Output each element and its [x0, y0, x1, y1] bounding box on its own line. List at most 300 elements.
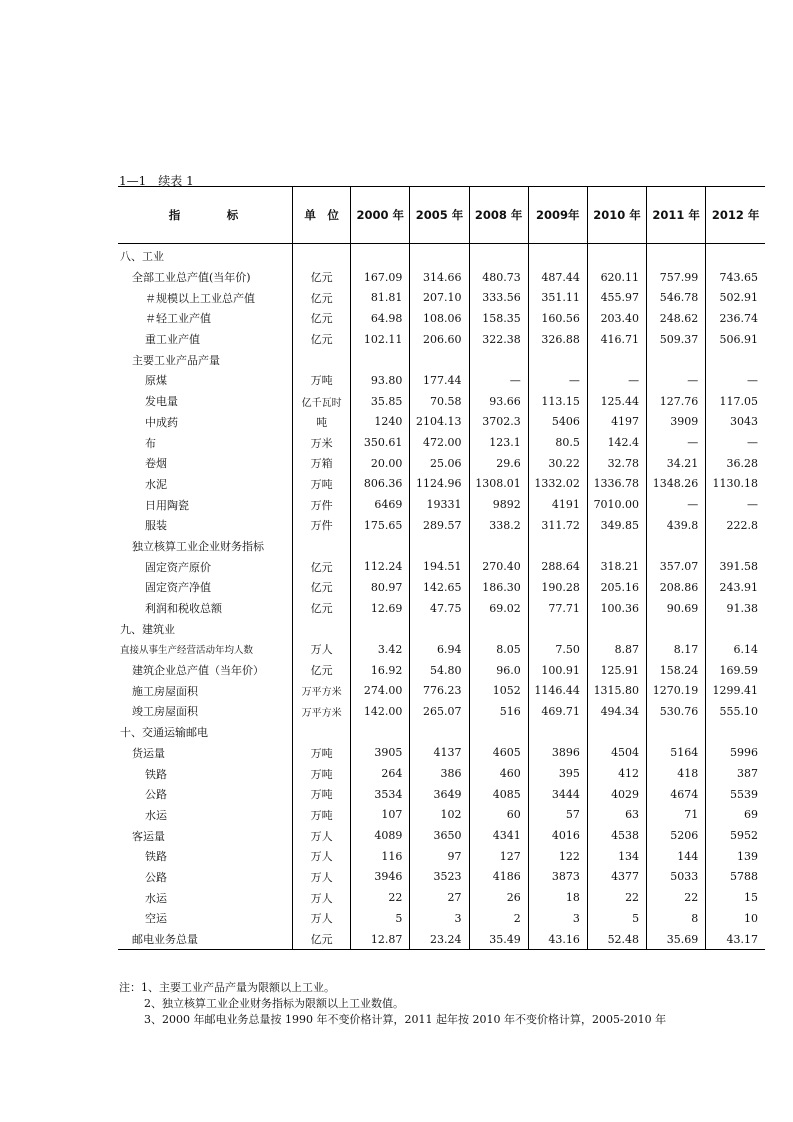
value-cell: 160.56: [528, 308, 587, 329]
table-row: [118, 267, 765, 288]
value-cell: 5952: [706, 825, 765, 846]
row-unit: 万平方米: [293, 680, 351, 701]
value-cell: 169.59: [706, 660, 765, 681]
value-cell: 69: [706, 805, 765, 826]
value-cell: 8.05: [469, 639, 528, 660]
value-cell: 6.14: [706, 639, 765, 660]
value-cell: [469, 618, 528, 639]
table-row: [118, 244, 765, 267]
row-unit: 亿元: [293, 308, 351, 329]
value-cell: 472.00: [410, 432, 469, 453]
row-unit: 亿元: [293, 329, 351, 350]
value-cell: 64.98: [351, 308, 410, 329]
value-cell: 4605: [469, 743, 528, 764]
row-unit: 万人: [293, 846, 351, 867]
value-cell: 175.65: [351, 515, 410, 536]
value-cell: 57: [528, 805, 587, 826]
value-cell: 1240: [351, 412, 410, 433]
table-row: [118, 618, 765, 639]
row-unit: 万吨: [293, 743, 351, 764]
value-cell: 25.06: [410, 453, 469, 474]
row-unit: 万人: [293, 639, 351, 660]
row-unit: 万人: [293, 867, 351, 888]
value-cell: 208.86: [647, 577, 706, 598]
row-indicator: 邮电业务总量: [118, 929, 293, 950]
footnote-2: 2、独立核算工业企业财务指标为限额以上工业数值。: [144, 997, 404, 1010]
row-indicator: 发电量: [145, 395, 178, 409]
value-cell: 2: [469, 908, 528, 929]
value-cell: 123.1: [469, 432, 528, 453]
row-unit: 万人: [293, 825, 351, 846]
row-indicator: 重工业产值: [145, 333, 200, 347]
row-indicator: 利润和税收总额: [145, 602, 222, 616]
value-cell: 4029: [587, 784, 646, 805]
value-cell: 12.69: [351, 598, 410, 619]
value-cell: 5788: [706, 867, 765, 888]
value-cell: 205.16: [587, 577, 646, 598]
value-cell: 530.76: [647, 701, 706, 722]
value-cell: —: [469, 370, 528, 391]
value-cell: 418: [647, 763, 706, 784]
header-year-2005: 2005 年: [410, 187, 469, 244]
value-cell: 77.71: [528, 598, 587, 619]
table-row: [118, 329, 765, 350]
value-cell: 222.8: [706, 515, 765, 536]
table-row: [118, 743, 765, 764]
table-row: [118, 308, 765, 329]
table-caption: 1—1 续表 1: [119, 174, 194, 188]
table-row: [118, 391, 765, 412]
value-cell: 7.50: [528, 639, 587, 660]
value-cell: [410, 349, 469, 370]
value-cell: [351, 618, 410, 639]
row-unit: [293, 536, 351, 557]
table-row: [118, 701, 765, 722]
value-cell: 116: [351, 846, 410, 867]
header-year-2008: 2008 年: [469, 187, 528, 244]
value-cell: 3905: [351, 743, 410, 764]
value-cell: 3649: [410, 784, 469, 805]
value-cell: [528, 536, 587, 557]
value-cell: 387: [706, 763, 765, 784]
row-indicator: 水运: [145, 808, 167, 822]
value-cell: 8.17: [647, 639, 706, 660]
value-cell: 3: [528, 908, 587, 929]
value-cell: [647, 349, 706, 370]
value-cell: 314.66: [410, 267, 469, 288]
value-cell: 22: [647, 887, 706, 908]
value-cell: 743.65: [706, 267, 765, 288]
value-cell: 4137: [410, 743, 469, 764]
value-cell: 236.74: [706, 308, 765, 329]
value-cell: [647, 536, 706, 557]
value-cell: 3946: [351, 867, 410, 888]
table-row: [118, 908, 765, 929]
value-cell: [587, 349, 646, 370]
value-cell: 158.24: [647, 660, 706, 681]
value-cell: [528, 722, 587, 743]
table-row: [118, 825, 765, 846]
value-cell: 516: [469, 701, 528, 722]
table-row: [118, 846, 765, 867]
row-unit: 亿元: [293, 929, 351, 950]
row-indicator: 原煤: [145, 374, 167, 388]
row-unit: 万吨: [293, 763, 351, 784]
header-year-2000: 2000 年: [351, 187, 410, 244]
table-row: [118, 556, 765, 577]
value-cell: 4674: [647, 784, 706, 805]
value-cell: [706, 349, 765, 370]
value-cell: 71: [647, 805, 706, 826]
value-cell: 494.34: [587, 701, 646, 722]
value-cell: 142.4: [587, 432, 646, 453]
value-cell: 6.94: [410, 639, 469, 660]
value-cell: 177.44: [410, 370, 469, 391]
value-cell: 455.97: [587, 287, 646, 308]
value-cell: 91.38: [706, 598, 765, 619]
header-year-2011: 2011 年: [647, 187, 706, 244]
row-indicator: 主要工业产品产量: [132, 353, 220, 367]
value-cell: [587, 722, 646, 743]
value-cell: 546.78: [647, 287, 706, 308]
value-cell: 3909: [647, 412, 706, 433]
table-row: [118, 722, 765, 743]
value-cell: 3.42: [351, 639, 410, 660]
value-cell: 8.87: [587, 639, 646, 660]
value-cell: 90.69: [647, 598, 706, 619]
table-row: [118, 639, 765, 660]
row-indicator: ＃规模以上工业总产值: [145, 291, 255, 305]
footnote-3: 3、2000 年邮电业务总量按 1990 年不变价格计算，2011 起年按 2010 年不变价格计算，2005-2010 年: [144, 1013, 667, 1026]
row-indicator: 公路: [145, 788, 167, 802]
row-unit: 万件: [293, 494, 351, 515]
value-cell: 47.75: [410, 598, 469, 619]
value-cell: 127.76: [647, 391, 706, 412]
value-cell: 36.28: [706, 453, 765, 474]
value-cell: [647, 722, 706, 743]
row-indicator: 中成药: [145, 415, 178, 429]
row-unit: 万人: [293, 887, 351, 908]
value-cell: 80.5: [528, 432, 587, 453]
value-cell: 34.21: [647, 453, 706, 474]
row-unit: 亿元: [293, 577, 351, 598]
value-cell: 8: [647, 908, 706, 929]
value-cell: 555.10: [706, 701, 765, 722]
row-indicator: 固定资产原价: [145, 560, 211, 574]
value-cell: [587, 618, 646, 639]
table-row: [118, 867, 765, 888]
value-cell: 81.81: [351, 287, 410, 308]
value-cell: 3: [410, 908, 469, 929]
value-cell: 1270.19: [647, 680, 706, 701]
value-cell: [706, 536, 765, 557]
value-cell: 194.51: [410, 556, 469, 577]
row-indicator: 固定资产净值: [145, 581, 211, 595]
value-cell: [469, 536, 528, 557]
value-cell: 1348.26: [647, 474, 706, 495]
value-cell: 113.15: [528, 391, 587, 412]
value-cell: 1052: [469, 680, 528, 701]
value-cell: 4016: [528, 825, 587, 846]
table-row: [118, 515, 765, 536]
row-indicator: 空运: [145, 912, 167, 926]
row-unit: 万箱: [293, 453, 351, 474]
table-row: [118, 370, 765, 391]
value-cell: —: [647, 494, 706, 515]
row-indicator: 水泥: [145, 477, 167, 491]
value-cell: 186.30: [469, 577, 528, 598]
value-cell: 70.58: [410, 391, 469, 412]
value-cell: 3534: [351, 784, 410, 805]
value-cell: 3702.3: [469, 412, 528, 433]
value-cell: [647, 244, 706, 267]
value-cell: 265.07: [410, 701, 469, 722]
value-cell: 117.05: [706, 391, 765, 412]
value-cell: 4085: [469, 784, 528, 805]
value-cell: 12.87: [351, 929, 410, 950]
value-cell: 5164: [647, 743, 706, 764]
value-cell: 4538: [587, 825, 646, 846]
value-cell: 144: [647, 846, 706, 867]
value-cell: [410, 618, 469, 639]
row-unit: [293, 618, 351, 639]
value-cell: 1130.18: [706, 474, 765, 495]
value-cell: 63: [587, 805, 646, 826]
footnotes: [119, 980, 666, 1028]
value-cell: 506.91: [706, 329, 765, 350]
value-cell: 4377: [587, 867, 646, 888]
row-unit: 万件: [293, 515, 351, 536]
value-cell: 5206: [647, 825, 706, 846]
row-indicator: 八、工业: [120, 250, 164, 264]
row-unit: 亿元: [293, 660, 351, 681]
value-cell: 54.80: [410, 660, 469, 681]
value-cell: 412: [587, 763, 646, 784]
value-cell: 134: [587, 846, 646, 867]
row-indicator: 水运: [145, 891, 167, 905]
row-indicator: 客运量: [132, 829, 165, 843]
table-row: [118, 887, 765, 908]
value-cell: 206.60: [410, 329, 469, 350]
value-cell: 338.2: [469, 515, 528, 536]
row-unit: 万平方米: [293, 701, 351, 722]
value-cell: 333.56: [469, 287, 528, 308]
value-cell: 326.88: [528, 329, 587, 350]
row-indicator: 全部工业总产值(当年价): [132, 271, 251, 285]
value-cell: [410, 244, 469, 267]
value-cell: [469, 722, 528, 743]
value-cell: 3650: [410, 825, 469, 846]
value-cell: 35.85: [351, 391, 410, 412]
value-cell: 620.11: [587, 267, 646, 288]
table-row: [118, 494, 765, 515]
value-cell: 3444: [528, 784, 587, 805]
table-row: [118, 453, 765, 474]
value-cell: [469, 349, 528, 370]
value-cell: 97: [410, 846, 469, 867]
value-cell: [528, 244, 587, 267]
value-cell: [587, 536, 646, 557]
value-cell: 93.66: [469, 391, 528, 412]
value-cell: 29.6: [469, 453, 528, 474]
value-cell: 3523: [410, 867, 469, 888]
value-cell: 203.40: [587, 308, 646, 329]
value-cell: 1299.41: [706, 680, 765, 701]
header-year-2012: 2012 年: [706, 187, 765, 244]
value-cell: 289.57: [410, 515, 469, 536]
row-indicator: 独立核算工业企业财务指标: [132, 539, 264, 553]
row-unit: [293, 244, 351, 267]
row-indicator: 日用陶瓷: [145, 498, 189, 512]
value-cell: 107: [351, 805, 410, 826]
value-cell: 7010.00: [587, 494, 646, 515]
row-unit: 亿千瓦时: [293, 391, 351, 412]
header-indicator: 指 标: [118, 187, 293, 244]
row-unit: 万吨: [293, 474, 351, 495]
value-cell: 806.36: [351, 474, 410, 495]
value-cell: 1146.44: [528, 680, 587, 701]
value-cell: 248.62: [647, 308, 706, 329]
row-indicator: 货运量: [132, 746, 165, 760]
value-cell: 30.22: [528, 453, 587, 474]
value-cell: —: [706, 494, 765, 515]
row-indicator: 九、建筑业: [120, 622, 175, 636]
value-cell: 23.24: [410, 929, 469, 950]
row-indicator: 布: [145, 436, 156, 450]
table-row: [118, 287, 765, 308]
value-cell: 3873: [528, 867, 587, 888]
row-unit: 万米: [293, 432, 351, 453]
row-unit: 亿元: [293, 287, 351, 308]
value-cell: —: [706, 432, 765, 453]
table-header-row: [118, 187, 765, 244]
row-unit: 亿元: [293, 598, 351, 619]
value-cell: [351, 536, 410, 557]
value-cell: 142.65: [410, 577, 469, 598]
value-cell: [351, 349, 410, 370]
value-cell: 10: [706, 908, 765, 929]
value-cell: 3896: [528, 743, 587, 764]
row-indicator: 施工房屋面积: [132, 684, 198, 698]
row-unit: [293, 722, 351, 743]
row-indicator: 十、交通运输邮电: [120, 726, 208, 740]
table-row: [118, 474, 765, 495]
row-indicator: ＃轻工业产值: [145, 312, 211, 326]
value-cell: 5539: [706, 784, 765, 805]
value-cell: 207.10: [410, 287, 469, 308]
value-cell: 509.37: [647, 329, 706, 350]
footnote-1: 注：1、主要工业产品产量为限额以上工业。: [119, 981, 335, 994]
value-cell: 1308.01: [469, 474, 528, 495]
value-cell: 1336.78: [587, 474, 646, 495]
value-cell: 5033: [647, 867, 706, 888]
value-cell: 190.28: [528, 577, 587, 598]
value-cell: 32.78: [587, 453, 646, 474]
value-cell: [528, 618, 587, 639]
value-cell: 100.36: [587, 598, 646, 619]
row-unit: 万人: [293, 908, 351, 929]
value-cell: 502.91: [706, 287, 765, 308]
value-cell: 351.11: [528, 287, 587, 308]
value-cell: 43.17: [706, 929, 765, 950]
value-cell: 4197: [587, 412, 646, 433]
row-indicator: 服装: [145, 519, 167, 533]
value-cell: 18: [528, 887, 587, 908]
header-year-2009: 2009年: [528, 187, 587, 244]
value-cell: 487.44: [528, 267, 587, 288]
value-cell: 4186: [469, 867, 528, 888]
value-cell: 26: [469, 887, 528, 908]
value-cell: 1315.80: [587, 680, 646, 701]
value-cell: 469.71: [528, 701, 587, 722]
value-cell: 100.91: [528, 660, 587, 681]
statistics-table: [118, 186, 765, 950]
row-unit: [293, 349, 351, 370]
value-cell: —: [647, 432, 706, 453]
value-cell: 5406: [528, 412, 587, 433]
value-cell: 243.91: [706, 577, 765, 598]
table-row: [118, 412, 765, 433]
value-cell: 27: [410, 887, 469, 908]
table-row: [118, 763, 765, 784]
value-cell: 274.00: [351, 680, 410, 701]
value-cell: [469, 244, 528, 267]
value-cell: 125.91: [587, 660, 646, 681]
value-cell: 93.80: [351, 370, 410, 391]
value-cell: [410, 536, 469, 557]
value-cell: 167.09: [351, 267, 410, 288]
value-cell: [410, 722, 469, 743]
value-cell: 311.72: [528, 515, 587, 536]
value-cell: 264: [351, 763, 410, 784]
table-row: [118, 680, 765, 701]
value-cell: 158.35: [469, 308, 528, 329]
value-cell: 35.69: [647, 929, 706, 950]
table-body: [118, 244, 765, 950]
value-cell: 439.8: [647, 515, 706, 536]
value-cell: 52.48: [587, 929, 646, 950]
value-cell: 35.49: [469, 929, 528, 950]
header-unit: 单 位: [293, 187, 351, 244]
value-cell: 96.0: [469, 660, 528, 681]
value-cell: 1332.02: [528, 474, 587, 495]
value-cell: 4089: [351, 825, 410, 846]
value-cell: 757.99: [647, 267, 706, 288]
value-cell: [351, 722, 410, 743]
value-cell: 4504: [587, 743, 646, 764]
value-cell: 60: [469, 805, 528, 826]
value-cell: 16.92: [351, 660, 410, 681]
value-cell: 480.73: [469, 267, 528, 288]
table-row: [118, 598, 765, 619]
row-unit: 亿元: [293, 267, 351, 288]
value-cell: 22: [587, 887, 646, 908]
value-cell: [647, 618, 706, 639]
value-cell: 5996: [706, 743, 765, 764]
table-row: [118, 929, 765, 950]
value-cell: 322.38: [469, 329, 528, 350]
value-cell: —: [706, 370, 765, 391]
value-cell: 395: [528, 763, 587, 784]
value-cell: 125.44: [587, 391, 646, 412]
value-cell: —: [528, 370, 587, 391]
value-cell: 43.16: [528, 929, 587, 950]
value-cell: 318.21: [587, 556, 646, 577]
row-indicator: 建筑企业总产值（当年价）: [132, 664, 264, 678]
value-cell: [706, 618, 765, 639]
value-cell: 1124.96: [410, 474, 469, 495]
value-cell: 4191: [528, 494, 587, 515]
